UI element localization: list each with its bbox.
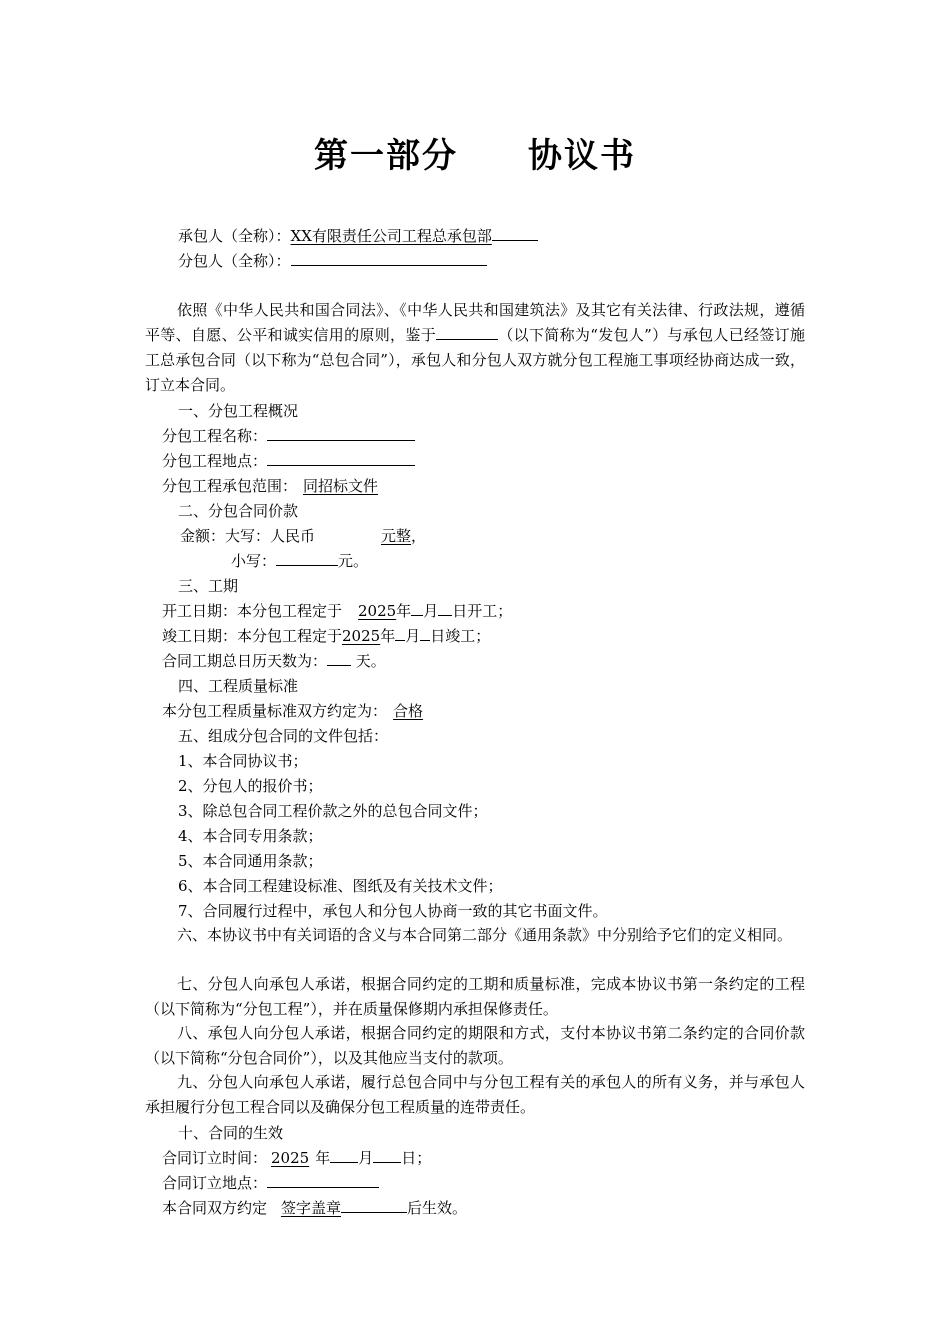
start-yue: 月	[423, 602, 439, 620]
sign-year: 2025	[271, 1149, 310, 1167]
sign-ri: 日；	[401, 1149, 432, 1167]
intro-part2: （以下简称为“发包人”）与承包人已经签订施工总承包合同（以下称为“总包合同”），承包人和分包人双方就分包工程施工事项经协商达成一致，订立本合同。	[145, 326, 805, 394]
effective-label: 本合同双方约定	[162, 1199, 268, 1217]
amount-figures-blank	[276, 551, 338, 566]
title-part: 第一部分	[314, 136, 458, 176]
end-date-label: 竣工日期：本分包工程定于	[162, 627, 343, 645]
amount-figures-label: 小写：	[231, 552, 277, 570]
document-item: 4、本合同专用条款；	[178, 827, 323, 845]
section-3-heading: 三、工期	[178, 577, 239, 595]
intro-part1: 依照《中华人民共和国合同法》、《中华人民共和国建筑法》及其它有关法律、行政法规，遵循平等、自愿、公平和诚实信用的原则，鉴于	[145, 301, 805, 344]
quality-line	[162, 701, 429, 721]
section-10-heading: 十、合同的生效	[178, 1124, 284, 1142]
section-9-paragraph: 九、分包人向承包人承诺，履行总包合同中与分包工程有关的承包人的所有义务，并与承包人承担履行分包工程合同以及确保分包工程质量的连带责任。	[145, 1073, 805, 1116]
effective-blank	[341, 1198, 407, 1213]
subcontractor-label: 分包人（全称）：	[178, 252, 291, 270]
section-5-heading: 五、组成分包合同的文件包括：	[178, 727, 389, 745]
start-tail: 日开工；	[452, 602, 513, 620]
section-2-heading: 二、分包合同价款	[178, 502, 299, 520]
effective-line	[162, 1198, 467, 1218]
amount-words-label: 金额：大写：人民币	[180, 527, 316, 545]
intro-paragraph	[145, 298, 805, 398]
duration-line	[162, 651, 386, 671]
project-name-label: 分包工程名称：	[162, 427, 268, 445]
quality-value: 合格	[393, 702, 424, 720]
effective-value: 签字盖章	[281, 1199, 342, 1217]
section-8-paragraph: 八、承包人向分包人承诺，根据合同约定的期限和方式，支付本协议书第二条约定的合同价款（以下简称“分包合同价”），以及其他应当支付的款项。	[145, 1024, 805, 1067]
sign-time-line	[162, 1148, 431, 1168]
sign-place-blank	[267, 1173, 379, 1188]
end-date-line	[162, 626, 490, 646]
employer-blank	[436, 325, 498, 340]
start-nian: 年	[396, 602, 412, 620]
document-item: 5、本合同通用条款；	[178, 852, 323, 870]
amount-figures-suffix: 元。	[338, 552, 369, 570]
end-year: 2025	[342, 627, 381, 645]
contractor-value: XX有限责任公司工程总承包部	[290, 227, 492, 245]
document-item: 6、本合同工程建设标准、图纸及有关技术文件；	[178, 877, 503, 895]
subcontractor-line	[178, 251, 487, 271]
title-name: 协议书	[528, 136, 636, 176]
document-item: 1、本合同协议书；	[178, 752, 308, 770]
sign-yue: 月	[358, 1149, 374, 1167]
section-4-heading: 四、工程质量标准	[178, 677, 299, 695]
project-scope-label: 分包工程承包范围：	[162, 477, 298, 495]
project-location-blank	[267, 451, 415, 466]
start-day-blank	[438, 601, 452, 616]
project-name-blank	[267, 426, 415, 441]
sign-place-line	[162, 1173, 379, 1193]
document-item: 3、除总包合同工程价款之外的总包合同文件；	[178, 802, 488, 820]
contractor-blank	[492, 226, 538, 241]
end-yue: 月	[405, 627, 421, 645]
end-day-blank	[420, 626, 430, 641]
end-nian: 年	[380, 627, 396, 645]
section-1-heading: 一、分包工程概况	[178, 402, 299, 420]
start-date-label: 开工日期：本分包工程定于	[162, 602, 343, 620]
effective-tail: 后生效。	[407, 1199, 468, 1217]
sign-nian: 年	[315, 1149, 331, 1167]
duration-tail: 天。	[355, 652, 386, 670]
duration-blank	[327, 651, 351, 666]
sign-month-blank	[330, 1148, 358, 1163]
contractor-line	[178, 226, 538, 246]
project-scope-value: 同招标文件	[303, 477, 379, 495]
end-tail: 日竣工；	[430, 627, 491, 645]
amount-words-suffix: 元整	[381, 527, 412, 545]
start-month-blank	[411, 601, 423, 616]
sign-day-blank	[373, 1148, 401, 1163]
contractor-label: 承包人（全称）：	[178, 227, 291, 245]
project-location-line	[162, 451, 415, 471]
project-scope-line	[162, 476, 384, 496]
amount-comma: ，	[411, 527, 427, 545]
sign-place-label: 合同订立地点：	[162, 1174, 268, 1192]
start-year: 2025	[358, 602, 397, 620]
quality-label: 本分包工程质量标准双方约定为：	[162, 702, 388, 720]
section-6-paragraph: 六、本协议书中有关词语的含义与本合同第二部分《通用条款》中分别给予它们的定义相同。	[177, 926, 793, 944]
project-name-line	[162, 426, 415, 446]
section-7-paragraph: 七、分包人向承包人承诺，根据合同约定的工期和质量标准，完成本协议书第一条约定的工程（以下简称为“分包工程”），并在质量保修期内承担保修责任。	[145, 975, 805, 1018]
amount-figures-line	[231, 551, 368, 571]
sign-time-label: 合同订立时间：	[162, 1149, 268, 1167]
end-month-blank	[395, 626, 405, 641]
amount-words-line	[180, 526, 426, 546]
project-location-label: 分包工程地点：	[162, 452, 268, 470]
duration-label: 合同工期总日历天数为：	[162, 652, 328, 670]
document-item: 7、合同履行过程中，承包人和分包人协商一致的其它书面文件。	[178, 902, 608, 920]
start-date-line	[162, 601, 512, 621]
page-title	[0, 128, 950, 177]
document-item: 2、分包人的报价书；	[178, 777, 323, 795]
subcontractor-blank	[291, 251, 487, 266]
